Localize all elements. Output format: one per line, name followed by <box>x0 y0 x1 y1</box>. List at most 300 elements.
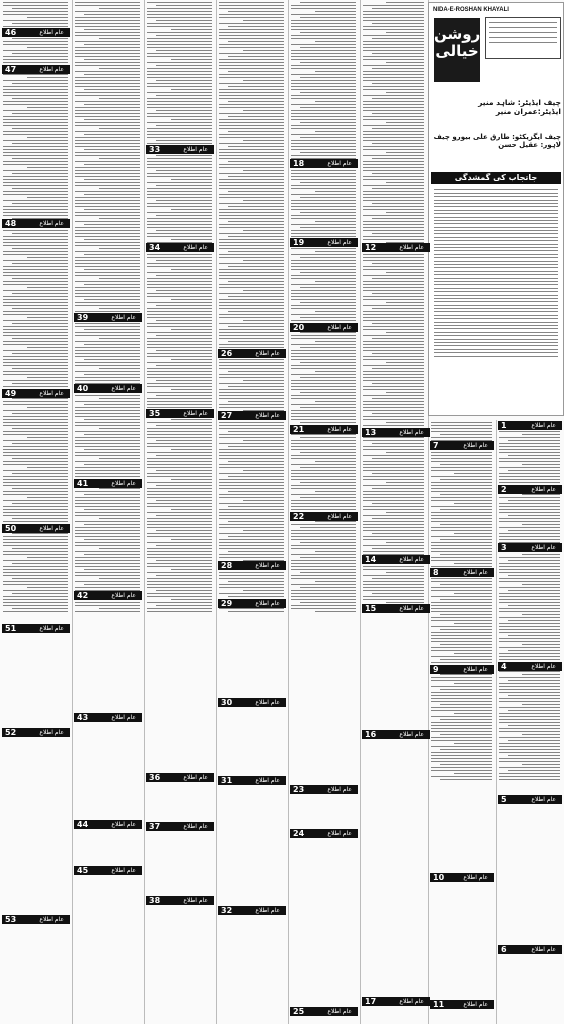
text-line <box>243 440 284 441</box>
text-line <box>219 257 284 258</box>
text-line <box>75 17 140 18</box>
text-line <box>3 341 68 342</box>
text-line <box>219 518 284 519</box>
text-line <box>3 332 68 333</box>
text-line <box>300 422 356 423</box>
text-line <box>300 332 356 333</box>
text-line <box>12 533 68 534</box>
text-line <box>3 515 68 516</box>
text-line <box>300 527 356 528</box>
text-line <box>300 542 356 543</box>
text-line <box>431 656 492 657</box>
notice-header-bar <box>290 1007 358 1016</box>
notice-number: 44 <box>77 820 89 829</box>
text-line <box>12 323 68 324</box>
text-line <box>147 524 212 525</box>
notice-header-bar <box>218 411 286 420</box>
text-line <box>431 548 492 549</box>
text-line <box>3 95 68 96</box>
text-line <box>219 2 284 3</box>
text-line <box>3 245 68 246</box>
text-line <box>363 77 424 78</box>
text-line <box>431 710 492 711</box>
text-line <box>219 155 284 156</box>
text-line <box>434 308 558 309</box>
notice-header-bar <box>362 604 430 613</box>
text-line <box>228 461 284 462</box>
text-line <box>3 110 68 111</box>
newspaper-logo: روشن خیالی <box>434 18 480 82</box>
notice-number: 43 <box>77 713 89 722</box>
text-line <box>12 158 68 159</box>
text-line <box>440 614 492 615</box>
text-line <box>431 485 492 486</box>
text-line <box>434 274 558 275</box>
text-line <box>291 293 356 294</box>
text-line <box>363 380 424 381</box>
text-line <box>291 188 356 189</box>
notice-header-bar <box>362 730 430 739</box>
text-line <box>291 398 356 399</box>
text-line <box>300 182 356 183</box>
text-line <box>431 518 492 519</box>
text-line <box>440 494 492 495</box>
text-line <box>156 290 212 291</box>
notice-number: 41 <box>77 479 89 488</box>
text-line <box>291 176 356 177</box>
text-line <box>84 269 140 270</box>
text-line <box>75 236 140 237</box>
text-line <box>363 566 424 567</box>
text-line <box>219 8 284 9</box>
text-line <box>363 464 424 465</box>
text-line <box>291 116 356 117</box>
text-line <box>291 170 356 171</box>
notice-number: 18 <box>293 159 305 168</box>
notice-tag: عام اطلاع <box>399 998 424 1005</box>
text-line <box>156 500 212 501</box>
text-line <box>147 62 212 63</box>
text-line <box>75 71 140 72</box>
text-line <box>454 623 492 624</box>
text-line <box>156 365 212 366</box>
text-line <box>291 404 356 405</box>
notice-tag: عام اطلاع <box>183 823 208 830</box>
text-line <box>75 506 140 507</box>
text-line <box>431 425 492 426</box>
text-line <box>363 29 424 30</box>
text-line <box>27 437 68 438</box>
text-line <box>300 317 356 318</box>
text-line <box>3 491 68 492</box>
text-line <box>147 356 212 357</box>
text-line <box>75 206 140 207</box>
text-line <box>434 284 558 285</box>
text-line <box>372 473 424 474</box>
text-line <box>84 194 140 195</box>
text-line <box>363 314 424 315</box>
text-line <box>75 233 140 234</box>
text-line <box>12 458 68 459</box>
text-line <box>431 686 492 687</box>
text-line <box>219 539 284 540</box>
column-1 <box>2 0 70 1024</box>
text-line <box>3 584 68 585</box>
text-line <box>3 611 68 612</box>
text-line <box>84 554 140 555</box>
text-line <box>522 644 560 645</box>
text-line <box>300 347 356 348</box>
text-line <box>84 89 140 90</box>
text-line <box>3 551 68 552</box>
text-line <box>3 572 68 573</box>
text-line <box>147 197 212 198</box>
text-line <box>219 482 284 483</box>
text-line <box>171 449 212 450</box>
text-line <box>440 629 492 630</box>
text-line <box>431 542 492 543</box>
text-line <box>508 560 560 561</box>
notice-tag: عام اطلاع <box>255 600 280 607</box>
text-line <box>219 449 284 450</box>
text-line <box>219 248 284 249</box>
text-line <box>363 59 424 60</box>
text-line <box>147 428 212 429</box>
text-line <box>3 302 68 303</box>
text-line <box>3 230 68 231</box>
text-line <box>147 23 212 24</box>
text-line <box>3 242 68 243</box>
text-line <box>440 479 492 480</box>
text-line <box>147 362 212 363</box>
text-line <box>3 512 68 513</box>
text-line <box>315 131 356 132</box>
notice-number: 49 <box>5 389 17 398</box>
text-line <box>156 395 212 396</box>
text-line <box>75 245 140 246</box>
text-line <box>228 551 284 552</box>
notice-headline: جاتجاب کی گمشدگی <box>431 172 561 184</box>
text-line <box>499 467 560 468</box>
text-line <box>363 125 424 126</box>
text-line <box>300 197 356 198</box>
text-line <box>3 431 68 432</box>
text-line <box>147 458 212 459</box>
text-line <box>431 638 492 639</box>
text-line <box>315 371 356 372</box>
text-line <box>386 572 424 573</box>
text-line <box>499 731 560 732</box>
text-line <box>12 113 68 114</box>
text-line <box>147 11 212 12</box>
text-line <box>12 428 68 429</box>
text-line <box>291 23 356 24</box>
text-line <box>499 497 560 498</box>
text-line <box>156 65 212 66</box>
text-line <box>363 95 424 96</box>
text-line <box>499 458 560 459</box>
notice-header-bar <box>290 238 358 247</box>
text-line <box>434 352 558 353</box>
text-line <box>75 56 140 57</box>
text-line <box>363 260 424 261</box>
notice-tag: عام اطلاع <box>39 916 64 923</box>
text-line <box>219 179 284 180</box>
text-line <box>99 128 140 129</box>
text-line <box>75 365 140 366</box>
text-line <box>522 764 560 765</box>
notice-header-bar <box>290 159 358 168</box>
text-line <box>3 41 68 42</box>
text-line <box>291 203 356 204</box>
text-line <box>431 650 492 651</box>
text-line <box>219 383 284 384</box>
text-line <box>84 464 140 465</box>
text-line <box>75 395 140 396</box>
text-line <box>431 770 492 771</box>
text-line <box>75 215 140 216</box>
text-line <box>291 65 356 66</box>
notice-header-bar <box>146 409 214 418</box>
text-line <box>291 86 356 87</box>
text-line <box>75 536 140 537</box>
text-line <box>363 365 424 366</box>
text-line <box>363 290 424 291</box>
text-line <box>75 80 140 81</box>
text-line <box>228 311 284 312</box>
text-line <box>363 275 424 276</box>
text-line <box>363 227 424 228</box>
text-line <box>75 257 140 258</box>
text-line <box>363 395 424 396</box>
text-line <box>431 740 492 741</box>
text-line <box>219 215 284 216</box>
text-line <box>3 185 68 186</box>
text-line <box>147 212 212 213</box>
text-line <box>363 539 424 540</box>
text-line <box>291 35 356 36</box>
text-line <box>156 545 212 546</box>
text-line <box>228 41 284 42</box>
text-line <box>99 158 140 159</box>
masthead <box>428 2 564 416</box>
text-line <box>219 284 284 285</box>
text-line <box>219 224 284 225</box>
text-line <box>508 620 560 621</box>
text-line <box>147 128 212 129</box>
text-line <box>147 176 212 177</box>
text-line <box>363 410 424 411</box>
text-line <box>219 38 284 39</box>
text-line <box>219 164 284 165</box>
text-line <box>219 119 284 120</box>
text-line <box>75 437 140 438</box>
text-line <box>3 425 68 426</box>
text-line <box>12 263 68 264</box>
text-line <box>228 386 284 387</box>
text-line <box>440 659 492 660</box>
text-line <box>75 377 140 378</box>
text-line <box>243 170 284 171</box>
text-line <box>3 275 68 276</box>
notice-tag: عام اطلاع <box>255 412 280 419</box>
text-line <box>3 194 68 195</box>
text-line <box>508 755 560 756</box>
text-line <box>363 164 424 165</box>
text-line <box>434 328 558 329</box>
text-line <box>219 485 284 486</box>
text-line <box>219 65 284 66</box>
text-line <box>243 260 284 261</box>
text-line <box>363 587 424 588</box>
text-line <box>147 533 212 534</box>
text-line <box>75 152 140 153</box>
text-line <box>431 521 492 522</box>
text-line <box>219 542 284 543</box>
notice-tag: عام اطلاع <box>327 324 352 331</box>
text-line <box>291 98 356 99</box>
text-line <box>431 467 492 468</box>
text-line <box>291 68 356 69</box>
text-line <box>147 464 212 465</box>
text-line <box>75 293 140 294</box>
text-line <box>431 596 492 597</box>
text-line <box>12 503 68 504</box>
text-line <box>3 176 68 177</box>
text-line <box>499 689 560 690</box>
text-line <box>434 230 558 231</box>
text-line <box>300 77 356 78</box>
notice-header-bar <box>362 243 430 252</box>
text-line <box>291 449 356 450</box>
text-line <box>363 131 424 132</box>
text-line <box>431 707 492 708</box>
text-line <box>363 320 424 321</box>
text-line <box>431 605 492 606</box>
text-line <box>363 146 424 147</box>
text-line <box>147 314 212 315</box>
text-line <box>291 386 356 387</box>
text-line <box>156 260 212 261</box>
text-line <box>228 296 284 297</box>
text-line <box>219 302 284 303</box>
text-line <box>431 692 492 693</box>
text-line <box>219 149 284 150</box>
text-line <box>363 497 424 498</box>
text-line <box>431 581 492 582</box>
text-line <box>147 476 212 477</box>
text-line <box>147 587 212 588</box>
text-line <box>363 350 424 351</box>
text-line <box>3 299 68 300</box>
text-line <box>363 419 424 420</box>
text-line <box>431 737 492 738</box>
text-line <box>363 329 424 330</box>
text-line <box>522 584 560 585</box>
text-line <box>499 641 560 642</box>
text-line <box>434 288 558 289</box>
text-line <box>219 134 284 135</box>
text-line <box>499 602 560 603</box>
text-line <box>156 35 212 36</box>
text-line <box>386 302 424 303</box>
text-line <box>3 62 68 63</box>
text-line <box>147 506 212 507</box>
notice-number: 17 <box>365 997 377 1006</box>
text-line <box>499 437 560 438</box>
text-line <box>434 281 558 282</box>
text-line <box>171 209 212 210</box>
text-line <box>3 539 68 540</box>
text-line <box>454 593 492 594</box>
text-line <box>219 218 284 219</box>
text-line <box>219 23 284 24</box>
text-line <box>147 521 212 522</box>
text-line <box>499 773 560 774</box>
text-line <box>84 509 140 510</box>
text-line <box>3 119 68 120</box>
text-line <box>454 743 492 744</box>
notice-header-bar <box>2 915 70 924</box>
text-line <box>363 149 424 150</box>
text-line <box>171 89 212 90</box>
text-line <box>219 167 284 168</box>
text-line <box>147 74 212 75</box>
text-line <box>363 317 424 318</box>
text-line <box>499 737 560 738</box>
text-line <box>3 146 68 147</box>
column-7 <box>430 420 494 1024</box>
text-line <box>147 227 212 228</box>
notice-number: 21 <box>293 425 305 434</box>
notice-header-bar <box>290 425 358 434</box>
text-line <box>300 257 356 258</box>
column-4 <box>218 0 286 1024</box>
text-line <box>75 212 140 213</box>
text-line <box>372 398 424 399</box>
text-line <box>372 158 424 159</box>
text-line <box>372 263 424 264</box>
text-line <box>363 179 424 180</box>
text-line <box>99 578 140 579</box>
text-line <box>3 470 68 471</box>
text-line <box>431 497 492 498</box>
text-line <box>171 179 212 180</box>
text-line <box>434 342 558 343</box>
text-line <box>156 305 212 306</box>
text-line <box>386 92 424 93</box>
text-line <box>3 155 68 156</box>
notice-tag: عام اطلاع <box>327 513 352 520</box>
text-line <box>75 467 140 468</box>
text-line <box>219 278 284 279</box>
text-line <box>291 290 356 291</box>
notice-header-bar <box>290 785 358 794</box>
notice-header-bar <box>430 1000 494 1009</box>
text-line <box>291 113 356 114</box>
text-line <box>291 575 356 576</box>
text-line <box>372 413 424 414</box>
text-line <box>3 602 68 603</box>
text-line <box>219 53 284 54</box>
text-line <box>147 482 212 483</box>
text-line <box>147 224 212 225</box>
text-line <box>363 407 424 408</box>
text-line <box>431 491 492 492</box>
text-line <box>75 497 140 498</box>
text-line <box>291 350 356 351</box>
text-line <box>84 149 140 150</box>
